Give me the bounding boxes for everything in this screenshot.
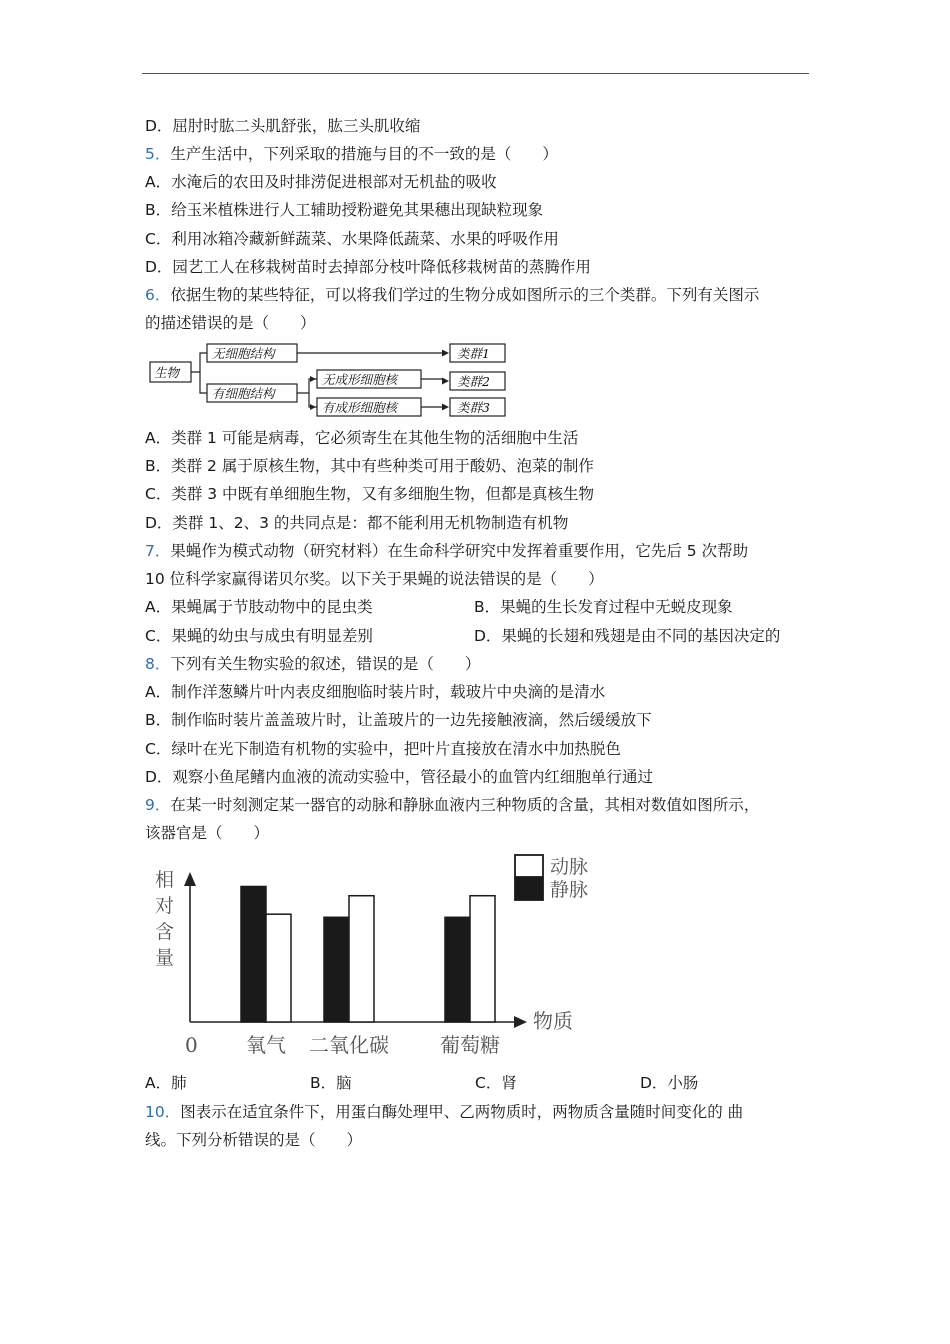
diagram-group1: 类群1 [457, 346, 490, 361]
bar-vein-2 [324, 917, 349, 1022]
diagram-group2: 类群2 [457, 374, 490, 389]
q5-stem: 5．生产生活中，下列采取的措施与目的不一致的是（ ） [145, 145, 558, 163]
q10-stem: 10．图表示在适宜条件下，用蛋白酶处理甲、乙两物质时，两物质含量随时间变化的 曲 [145, 1103, 744, 1121]
q8-option-d: D．观察小鱼尾鳍内血液的流动实验中，管径最小的血管内红细胞单行通过 [145, 768, 653, 786]
q6-option-a: A．类群 1 可能是病毒，它必须寄生在其他生物的活细胞中生活 [145, 429, 579, 447]
bar-chart [145, 848, 590, 1063]
bar-vein-3 [445, 917, 470, 1022]
classification-diagram [145, 340, 515, 422]
legend-label-artery: 动脉 [550, 856, 589, 878]
y-axis-label-char: 对 [155, 895, 175, 917]
y-axis-label-char: 相 [155, 869, 175, 891]
q7-option-a: A．果蝇属于节肢动物中的昆虫类 [145, 598, 373, 616]
q8-option-a: A．制作洋葱鳞片叶内表皮细胞临时装片时，载玻片中央滴的是清水 [145, 683, 606, 701]
q7-stem: 7．果蝇作为模式动物（研究材料）在生命科学研究中发挥着重要作用，它先后 5 次帮助 [145, 542, 749, 560]
category-label: 氧气 [246, 1033, 286, 1057]
question-number: 5． [145, 145, 171, 163]
question-number: 6． [145, 286, 171, 304]
q6-option-c: C．类群 3 中既有单细胞生物，又有多细胞生物，但都是真核生物 [145, 485, 595, 503]
q8-stem: 8．下列有关生物实验的叙述，错误的是（ ） [145, 655, 481, 673]
bar-artery-3 [470, 896, 495, 1022]
x-axis-label: 物质 [533, 1009, 573, 1033]
q9-stem: 9．在某一时刻测定某一器官的动脉和静脉血液内三种物质的含量，其相对数值如图所示， [145, 796, 760, 814]
q5-option-d: D．园艺工人在移栽树苗时去掉部分枝叶降低移栽树苗的蒸腾作用 [145, 258, 591, 276]
y-axis-label-char: 含 [155, 921, 175, 943]
diagram-no-cell: 无细胞结构 [212, 346, 275, 361]
q9-option-d: D．小肠 [640, 1074, 699, 1092]
q8-option-b: B．制作临时装片盖盖玻片时，让盖玻片的一边先接触液滴，然后缓缓放下 [145, 711, 652, 729]
bar-vein-1 [241, 886, 266, 1022]
q10-stem-cont: 线。下列分析错误的是（ ） [145, 1131, 363, 1149]
q7-option-d: D．果蝇的长翅和残翅是由不同的基因决定的 [474, 627, 781, 645]
q6-option-d: D．类群 1、2、3 的共同点是：都不能利用无机物制造有机物 [145, 514, 569, 532]
q5-option-a: A．水淹后的农田及时排涝促进根部对无机盐的吸收 [145, 173, 497, 191]
diagram-group3: 类群3 [457, 400, 490, 415]
category-label: 葡萄糖 [440, 1033, 500, 1057]
q6-stem-cont: 的描述错误的是（ ） [145, 314, 316, 332]
legend-swatch-vein [515, 878, 543, 900]
q6-stem: 6．依据生物的某些特征，可以将我们学过的生物分成如图所示的三个类群。下列有关图示 [145, 286, 760, 304]
q5-option-c: C．利用冰箱冷藏新鲜蔬菜、水果降低蔬菜、水果的呼吸作用 [145, 230, 559, 248]
question-number: 9． [145, 796, 171, 814]
origin-label: 0 [185, 1033, 198, 1057]
question-number: 7． [145, 542, 171, 560]
diagram-no-nucleus: 无成形细胞核 [322, 372, 398, 387]
diagram-has-nucleus: 有成形细胞核 [322, 400, 398, 415]
q9-option-c: C．肾 [475, 1074, 517, 1092]
y-axis-label-char: 量 [155, 947, 175, 969]
diagram-has-cell: 有细胞结构 [212, 386, 275, 401]
q4-option-d: D．屈肘时肱二头肌舒张，肱三头肌收缩 [145, 117, 421, 135]
q8-option-c: C．绿叶在光下制造有机物的实验中，把叶片直接放在清水中加热脱色 [145, 740, 621, 758]
q7-option-b: B．果蝇的生长发育过程中无蜕皮现象 [474, 598, 733, 616]
q9-option-b: B．脑 [310, 1074, 352, 1092]
diagram-root: 生物 [154, 365, 180, 380]
q9-stem-cont: 该器官是（ ） [145, 824, 270, 842]
question-number: 8． [145, 655, 171, 673]
category-label: 二氧化碳 [309, 1033, 389, 1057]
x-axis-arrow [514, 1016, 527, 1028]
y-axis-arrow [184, 872, 196, 886]
y-axis-label [155, 869, 174, 969]
q7-option-c: C．果蝇的幼虫与成虫有明显差别 [145, 627, 373, 645]
bar-artery-1 [266, 914, 291, 1022]
q6-option-b: B．类群 2 属于原核生物，其中有些种类可用于酸奶、泡菜的制作 [145, 457, 594, 475]
header-rule [142, 73, 809, 74]
q5-option-b: B．给玉米植株进行人工辅助授粉避免其果穗出现缺粒现象 [145, 201, 544, 219]
question-number: 10． [145, 1103, 181, 1121]
q7-stem-cont: 10 位科学家赢得诺贝尔奖。以下关于果蝇的说法错误的是（ ） [145, 570, 604, 588]
bar-artery-2 [349, 896, 374, 1022]
legend-label-vein: 静脉 [550, 879, 589, 901]
legend-swatch-artery [515, 855, 543, 877]
q9-option-a: A．肺 [145, 1074, 187, 1092]
